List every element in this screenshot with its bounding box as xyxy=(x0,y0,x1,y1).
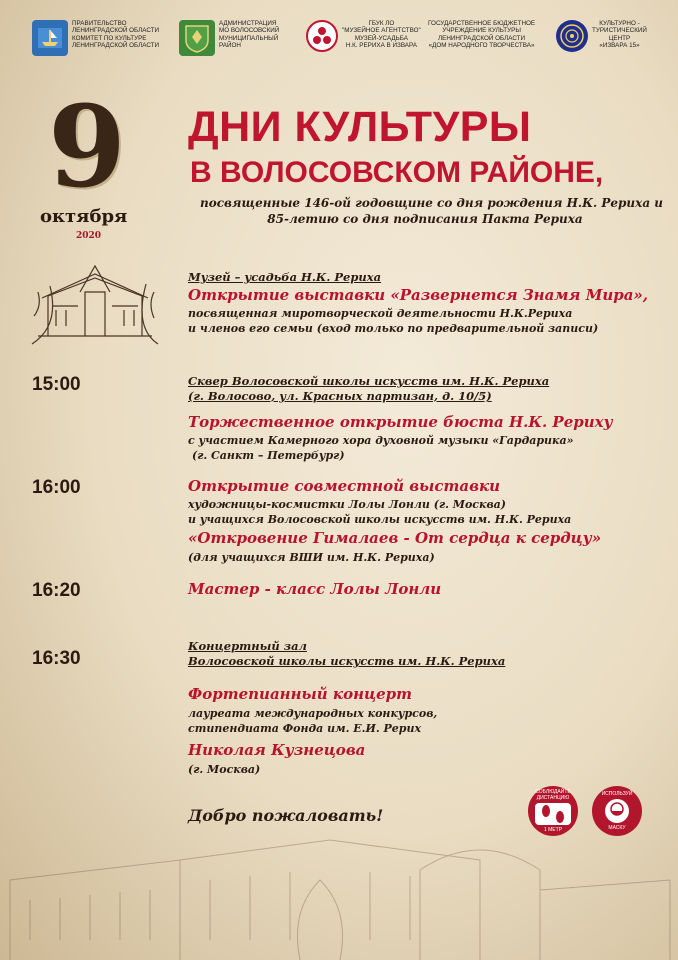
museum-event-title: Открытие выставки «Развернется Знамя Мира», xyxy=(188,286,649,304)
s2-exhibition-note: (для учащихся ВШИ им. Н.К. Рериха) xyxy=(188,551,435,564)
page-title-line2: В ВОЛОСОВСКОМ РАЙОНЕ, xyxy=(190,156,604,189)
museum-venue: Музей – усадьба Н.К. Рериха xyxy=(188,270,382,284)
logo-museum-agency: ГБУК ЛО "МУЗЕЙНОЕ АГЕНТСТВО" МУЗЕЙ-УСАДЬБА Н.К. РЕРИХА В ИЗВАРА xyxy=(306,20,421,52)
s1-event-desc: с участием Камерного хора духовной музыки «Гардарика» (г. Санкт – Петербург) xyxy=(188,434,574,462)
s1-venue: Сквер Волосовской школы искусств им. Н.К. Рериха (г. Волосово, ул. Красных партизан, д. 10/5) xyxy=(188,374,550,403)
page-subtitle: посвященные 146-ой годовщине со дня рождения Н.К. Рериха и 85-летию со дня подписания Пакта Рериха xyxy=(200,196,663,226)
s2-event-desc: художницы-космистки Лолы Лонли (г. Москва) и учащихся Волосовской школы искусств им. Н.К. Рериха xyxy=(188,498,572,526)
school-building-sketch-icon xyxy=(0,820,678,960)
logo-government: ПРАВИТЕЛЬСТВО ЛЕНИНГРАДСКОЙ ОБЛАСТИ КОМИТЕТ ПО КУЛЬТУРЕ ЛЕНИНГРАДСКОЙ ОБЛАСТИ xyxy=(32,20,159,56)
date-month: октября xyxy=(40,206,128,227)
time-1500: 15:00 xyxy=(32,374,81,395)
logo-izvara-center: КУЛЬТУРНО - ТУРИСТИЧЕСКИЙ ЦЕНТР «ИЗВАРА 15» xyxy=(556,20,647,52)
s4-performer-city: (г. Москва) xyxy=(188,763,261,776)
izvara-mandala-icon xyxy=(556,20,588,52)
s4-event-title: Фортепианный концерт xyxy=(188,685,412,703)
logo-administration: АДМИНИСТРАЦИЯ МО ВОЛОСОВСКИЙ МУНИЦИПАЛЬНЫЙ РАЙОН xyxy=(179,20,279,56)
date-year: 2020 xyxy=(76,231,102,241)
s1-event-title: Торжественное открытие бюста Н.К. Рериху xyxy=(188,413,613,431)
time-1600: 16:00 xyxy=(32,477,81,498)
time-1630: 16:30 xyxy=(32,648,81,669)
s4-event-desc: лауреата международных конкурсов, стипендиата Фонда им. Е.И. Рерих xyxy=(188,707,438,735)
museum-estate-drawing-icon xyxy=(30,256,160,348)
time-1620: 16:20 xyxy=(32,580,81,601)
face-mask-badge: ИСПОЛЬЗУЙ МАСКУ xyxy=(592,786,642,836)
s4-venue: Концертный зал Волосовской школы искусств им. Н.К. Рериха xyxy=(188,639,506,668)
s2-event-title: Открытие совместной выставки xyxy=(188,477,500,495)
museum-event-desc: посвященная миротворческой деятельности Н.К.Рериха и членов его семьи (вход только по предварительной записи) xyxy=(188,307,599,335)
banner-of-peace-icon xyxy=(306,20,338,52)
s4-performer: Николая Кузнецова xyxy=(188,741,366,759)
logo-house-of-folk-art: ГОСУДАРСТВЕННОЕ БЮДЖЕТНОЕ УЧРЕЖДЕНИЕ КУЛЬТУРЫ ЛЕНИНГРАДСКОЙ ОБЛАСТИ «ДОМ НАРОДНОГО ТВОРЧЕСТВА» xyxy=(428,20,536,50)
s2-exhibition-title: «Откровение Гималаев - От сердца к сердцу» xyxy=(188,529,602,547)
ship-emblem-icon xyxy=(32,20,68,56)
s3-event-title: Мастер - класс Лолы Лонли xyxy=(188,580,442,598)
page-title: ДНИ КУЛЬТУРЫ xyxy=(188,103,532,151)
welcome-text: Добро пожаловать! xyxy=(188,806,384,825)
volosovo-coat-of-arms-icon xyxy=(179,20,215,56)
social-distance-badge: СОБЛЮДАЙТЕ ДИСТАНЦИЮ 1 МЕТР xyxy=(528,786,578,836)
date-day: 9 xyxy=(48,82,126,213)
